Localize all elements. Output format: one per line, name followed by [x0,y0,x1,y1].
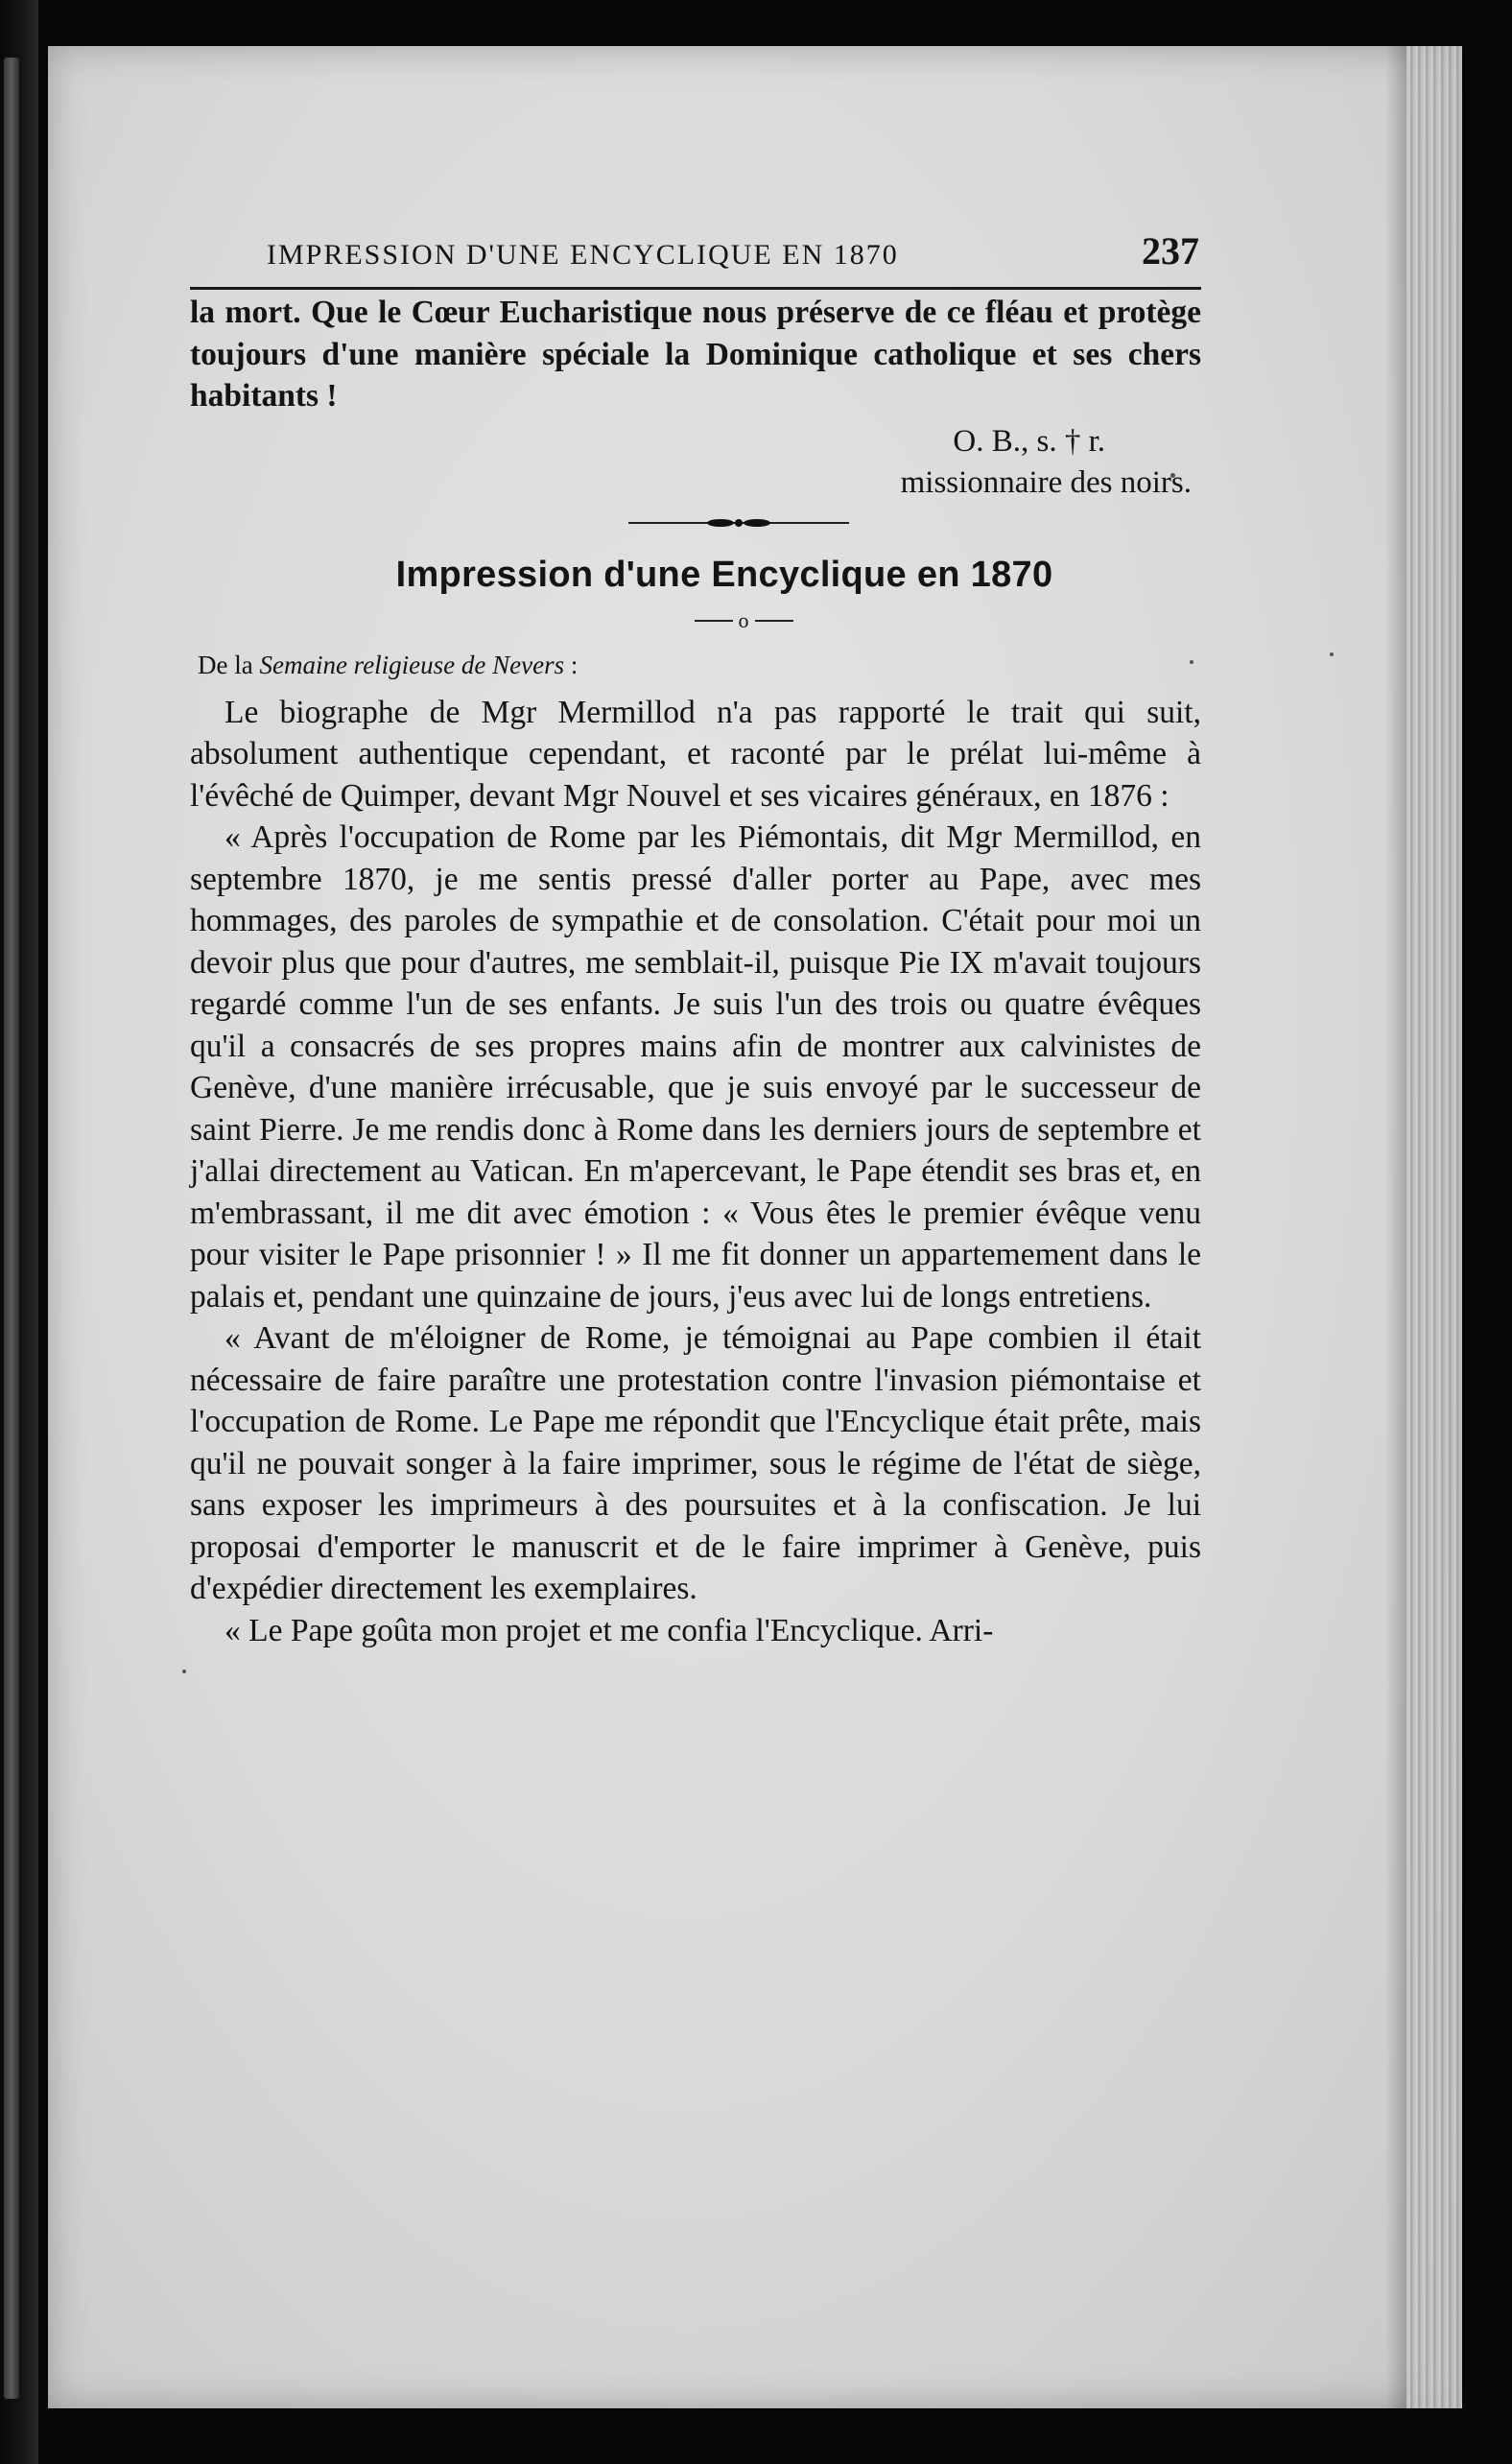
left-page-strip [4,58,19,2399]
paper-speck [182,1670,186,1673]
divider-mark: o [738,607,749,632]
ornament-rule-icon [628,513,849,533]
page-edges [1406,46,1462,2408]
divider-rule-left [695,620,733,622]
paragraph-2: « Après l'occupation de Rome par les Piémontais, dit Mgr Mermillod, en septembre 1870, je me sentis pressé d'aller porter au Pape, avec mes hommages, des paroles de sympathie et de consolation. C'était pour moi un devoir plus que pour d'autres, me semblait-il, puisque Pie IX m'avait toujours regardé comme l'un de ses enfants. Je suis l'un des trois ou quatre évêques qu'il a consacrés de ses propres mains afin de montrer aux calvinistes de Genève, d'une manière irrécusable, que je suis envoyé par le successeur de saint Pierre. Je me rendis donc à Rome dans les derniers jours de septembre et j'allai directement au Vatican. En m'apercevant, le Pape étendit ses bras et, en m'embrassant, il me dit avec émotion : « Vous êtes le premier évêque venu pour visiter le Pape prisonnier ! » Il me fit donner un appartemement dans le palais et, pendant une quinzaine de jours, j'eus avec lui de longs entretiens. [190,819,1201,1315]
source-publication: Semaine religieuse de Nevers [259,650,565,679]
running-head-title: IMPRESSION D'UNE ENCYCLIQUE EN 1870 [267,239,899,271]
page-gutter-shadow [1385,46,1406,2408]
body-text [190,692,1201,1652]
source-line [198,646,1201,684]
running-head [190,228,1201,290]
signature-title: missionnaire des noirs. [900,464,1192,500]
divider-rule-right [755,620,793,622]
paragraph-3: « Avant de m'éloigner de Rome, je témoignai au Pape combien il était nécessaire de faire paraître une protestation contre l'invasion piémontaise et l'occupation de Rome. Le Pape me répondit que l'Encyclique était prête, mais qu'il ne pouvait songer à la faire imprimer, sous le régime de l'état de siège, sans exposer les imprimeurs à des poursuites et à la confiscation. Je lui proposai d'emporter le manuscrit et de le faire imprimer à Genève, puis d'expédier directement les exemplaires. [190,1320,1201,1606]
section-title: Impression d'une Encyclique en 1870 [395,554,1053,595]
closing-paragraph: la mort. Que le Cœur Eucharistique nous préserve de ce fléau et protège toujours d'une manière spéciale la Dominique catholique et ses chers habitants ! [190,295,1201,414]
source-prefix: De la [198,650,260,679]
page-number: 237 [1142,229,1199,272]
paper-speck [1330,652,1334,656]
source-suffix: : [564,650,579,679]
paragraph-1: Le biographe de Mgr Mermillod n'a pas rapporté le trait qui suit, absolument authentique cependant, et raconté par le prélat lui-même à l'évêché de Quimper, devant Mgr Nouvel et ses vicaires généraux, en 1876 : [190,694,1201,814]
book-page [48,46,1462,2408]
signature [190,421,1201,504]
text-block [190,228,1201,1651]
left-page-edge [0,0,38,2464]
ornamental-divider [276,504,1201,542]
signature-initials: O. B., s. † r. [953,423,1105,459]
small-divider [286,600,1201,642]
paragraph-4: « Le Pape goûta mon projet et me confia l'Encyclique. Arri- [224,1612,994,1648]
